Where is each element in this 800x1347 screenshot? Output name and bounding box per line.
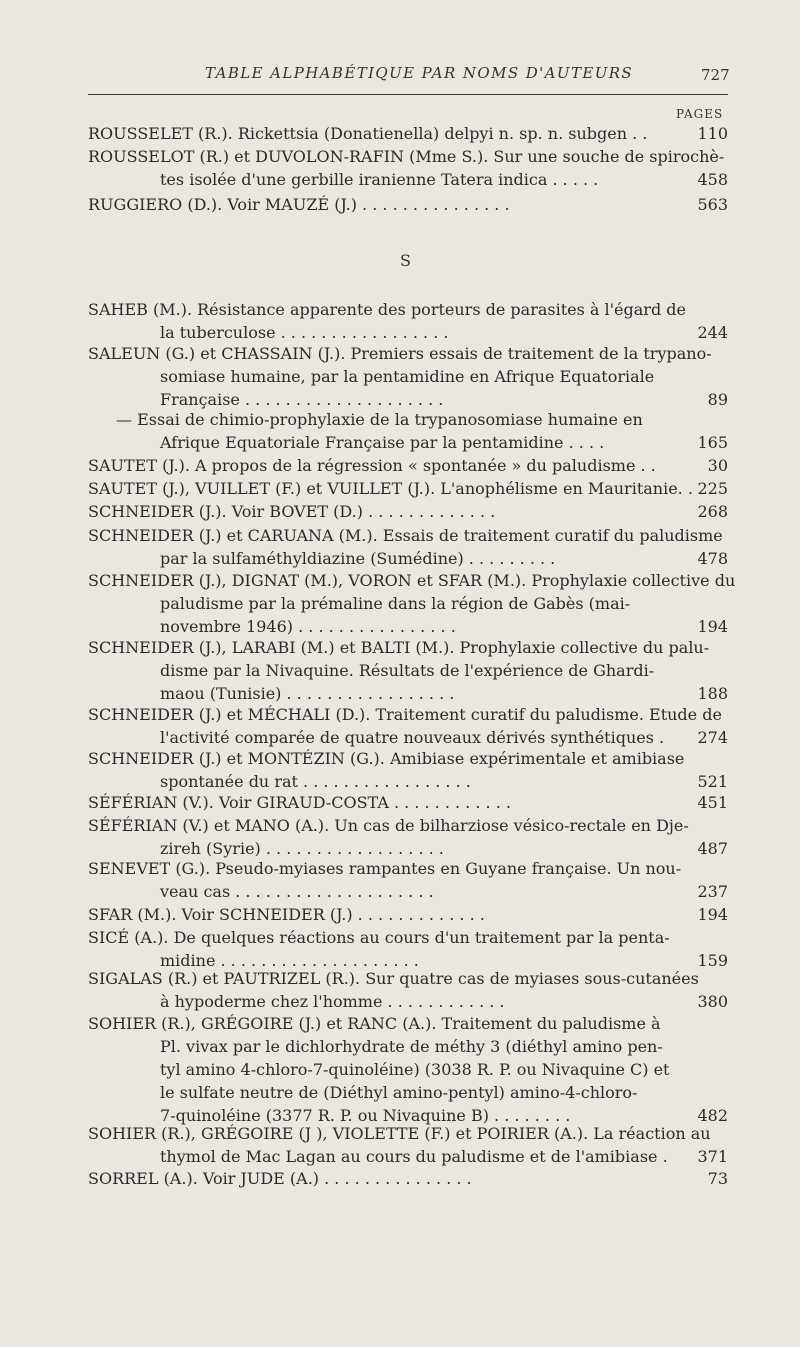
entry-line: SCHNEIDER (J.), DIGNAT (M.), VORON et SFAR (M.). Prophylaxie collective du <box>88 571 736 590</box>
entry-page: 563 <box>697 195 728 214</box>
entry-page: 380 <box>697 992 728 1011</box>
entry-line: — Essai de chimio-prophylaxie de la trypanosomiase humaine en <box>116 410 643 429</box>
entry-page: 487 <box>697 839 728 858</box>
entry-line: SAUTET (J.). A propos de la régression « spontanée » du paludisme . . 30 <box>88 456 728 475</box>
index-entry <box>88 124 728 144</box>
index-entry <box>88 1124 728 1167</box>
index-entry <box>88 456 728 476</box>
entry-page: 194 <box>697 905 728 924</box>
entry-line: somiase humaine, par la pentamidine en Afrique Equatoriale <box>160 367 655 386</box>
entry-page: 451 <box>697 793 728 812</box>
entry-line: ROUSSELET (R.). Rickettsia (Donatienella) delpyi n. sp. n. subgen . . 110 <box>88 124 728 143</box>
entry-line: SFAR (M.). Voir SCHNEIDER (J.) . . . . . . . . . . . . . 194 <box>88 905 728 924</box>
entry-line: disme par la Nivaquine. Résultats de l'expérience de Ghardi- <box>160 661 655 680</box>
entry-page: 482 <box>697 1106 728 1125</box>
entry-line: Pl. vivax par le dichlorhydrate de méthy 3 (diéthyl amino pen- <box>160 1037 663 1056</box>
entry-line: SÉFÉRIAN (V.) et MANO (A.). Un cas de bilharziose vésico-rectale en Dje- <box>88 816 689 835</box>
entry-line: Afrique Equatoriale Française par la pentamidine . . . . 165 <box>160 433 728 452</box>
entry-line: thymol de Mac Lagan au cours du paludisme et de l'amibiase . 371 <box>160 1147 728 1166</box>
index-entry <box>88 147 728 190</box>
entry-line: ROUSSELOT (R.) et DUVOLON-RAFIN (Mme S.). Sur une souche de spirochè- <box>88 147 725 166</box>
entry-page: 225 <box>697 479 728 498</box>
entry-line: tyl amino 4-chloro-7-quinoléine) (3038 R. P. ou Nivaquine C) et <box>160 1060 670 1079</box>
entry-line: la tuberculose . . . . . . . . . . . . . . . . . 244 <box>160 323 728 342</box>
pages-column-label: PAGES <box>676 107 724 121</box>
entry-line: SENEVET (G.). Pseudo-myiases rampantes en Guyane française. Un nou- <box>88 859 682 878</box>
entry-line: SALEUN (G.) et CHASSAIN (J.). Premiers essais de traitement de la trypano- <box>88 344 712 363</box>
entry-line: SAUTET (J.), VUILLET (F.) et VUILLET (J.). L'anophélisme en Mauritanie. . 225 <box>88 479 728 498</box>
entry-page: 73 <box>707 1169 728 1188</box>
index-entry <box>88 526 728 569</box>
entry-line: RUGGIERO (D.). Voir MAUZÉ (J.) . . . . . . . . . . . . . . . 563 <box>88 195 728 214</box>
index-entry <box>88 502 728 522</box>
entry-page: 165 <box>697 433 728 452</box>
entry-line: SÉFÉRIAN (V.). Voir GIRAUD-COSTA . . . . . . . . . . . . 451 <box>88 793 728 812</box>
index-entry <box>88 928 728 971</box>
entry-line: SCHNEIDER (J.) et MÉCHALI (D.). Traitement curatif du paludisme. Etude de <box>88 705 722 724</box>
index-entry <box>88 816 728 859</box>
entry-page: 274 <box>697 728 728 747</box>
running-title: TABLE ALPHABÉTIQUE PAR NOMS D'AUTEURS <box>205 64 634 82</box>
entry-line: SICÉ (A.). De quelques réactions au cours d'un traitement par la penta- <box>88 928 670 947</box>
entry-line: le sulfate neutre de (Diéthyl amino-pentyl) amino-4-chloro- <box>160 1083 638 1102</box>
entry-line: SIGALAS (R.) et PAUTRIZEL (R.). Sur quatre cas de myiases sous-cutanées <box>88 969 699 988</box>
entry-page: 458 <box>697 170 728 189</box>
entry-page: 159 <box>697 951 728 970</box>
entry-line: novembre 1946) . . . . . . . . . . . . . . . . 194 <box>160 617 728 636</box>
index-entry <box>88 638 728 704</box>
index-entry <box>88 300 728 343</box>
section-letter: S <box>400 251 411 270</box>
entry-line: par la sulfaméthyldiazine (Sumédine) . . . . . . . . . 478 <box>160 549 728 568</box>
entry-line: SOHIER (R.), GRÉGOIRE (J ), VIOLETTE (F.) et POIRIER (A.). La réaction au <box>88 1124 711 1143</box>
index-entry <box>88 969 728 1012</box>
index-entry <box>88 793 728 813</box>
entry-page: 89 <box>707 390 728 409</box>
index-entry <box>88 859 728 902</box>
index-entry <box>88 1014 728 1126</box>
index-entry <box>88 344 728 410</box>
entry-page: 237 <box>697 882 728 901</box>
entry-page: 371 <box>697 1147 728 1166</box>
entry-line: zireh (Syrie) . . . . . . . . . . . . . . . . . . 487 <box>160 839 728 858</box>
entry-line: paludisme par la prémaline dans la région de Gabès (mai- <box>160 594 631 613</box>
entry-page: 521 <box>697 772 728 791</box>
entry-page: 268 <box>697 502 728 521</box>
index-entry <box>88 905 728 925</box>
page-number: 727 <box>701 66 730 84</box>
entry-line: spontanée du rat . . . . . . . . . . . . . . . . . 521 <box>160 772 728 791</box>
page-header <box>0 60 800 90</box>
index-entry <box>88 1169 728 1189</box>
entry-line: SCHNEIDER (J.) et MONTÉZIN (G.). Amibiase expérimentale et amibiase <box>88 749 685 768</box>
entry-line: 7-quinoléine (3377 R. P. ou Nivaquine B) . . . . . . . . 482 <box>160 1106 728 1125</box>
entry-page: 188 <box>697 684 728 703</box>
entry-line: SCHNEIDER (J.) et CARUANA (M.). Essais de traitement curatif du paludisme <box>88 526 723 545</box>
entry-page: 194 <box>697 617 728 636</box>
entry-page: 244 <box>697 323 728 342</box>
entry-line: l'activité comparée de quatre nouveaux dérivés synthétiques . 274 <box>160 728 728 747</box>
header-rule <box>88 94 728 95</box>
entry-line: veau cas . . . . . . . . . . . . . . . . . . . . 237 <box>160 882 728 901</box>
entry-line: tes isolée d'une gerbille iranienne Tatera indica . . . . . 458 <box>160 170 728 189</box>
entry-page: 30 <box>707 456 728 475</box>
entry-page: 110 <box>697 124 728 143</box>
entry-line: Française . . . . . . . . . . . . . . . . . . . . 89 <box>160 390 728 409</box>
entry-line: SCHNEIDER (J.), LARABI (M.) et BALTI (M.). Prophylaxie collective du palu- <box>88 638 710 657</box>
entry-line: SORREL (A.). Voir JUDE (A.) . . . . . . . . . . . . . . . 73 <box>88 1169 728 1188</box>
index-entry <box>88 195 728 215</box>
entry-line: à hypoderme chez l'homme . . . . . . . . . . . . 380 <box>160 992 728 1011</box>
entry-line: midine . . . . . . . . . . . . . . . . . . . . 159 <box>160 951 728 970</box>
entry-line: maou (Tunisie) . . . . . . . . . . . . . . . . . 188 <box>160 684 728 703</box>
index-entry <box>88 705 728 748</box>
entry-page: 478 <box>697 549 728 568</box>
entry-line: SCHNEIDER (J.). Voir BOVET (D.) . . . . . . . . . . . . . 268 <box>88 502 728 521</box>
index-entry <box>88 479 728 499</box>
entry-line: SOHIER (R.), GRÉGOIRE (J.) et RANC (A.). Traitement du paludisme à <box>88 1014 661 1033</box>
entry-line: SAHEB (M.). Résistance apparente des porteurs de parasites à l'égard de <box>88 300 686 319</box>
index-entry <box>88 571 736 637</box>
index-entry <box>88 749 728 792</box>
index-entry <box>88 410 728 453</box>
